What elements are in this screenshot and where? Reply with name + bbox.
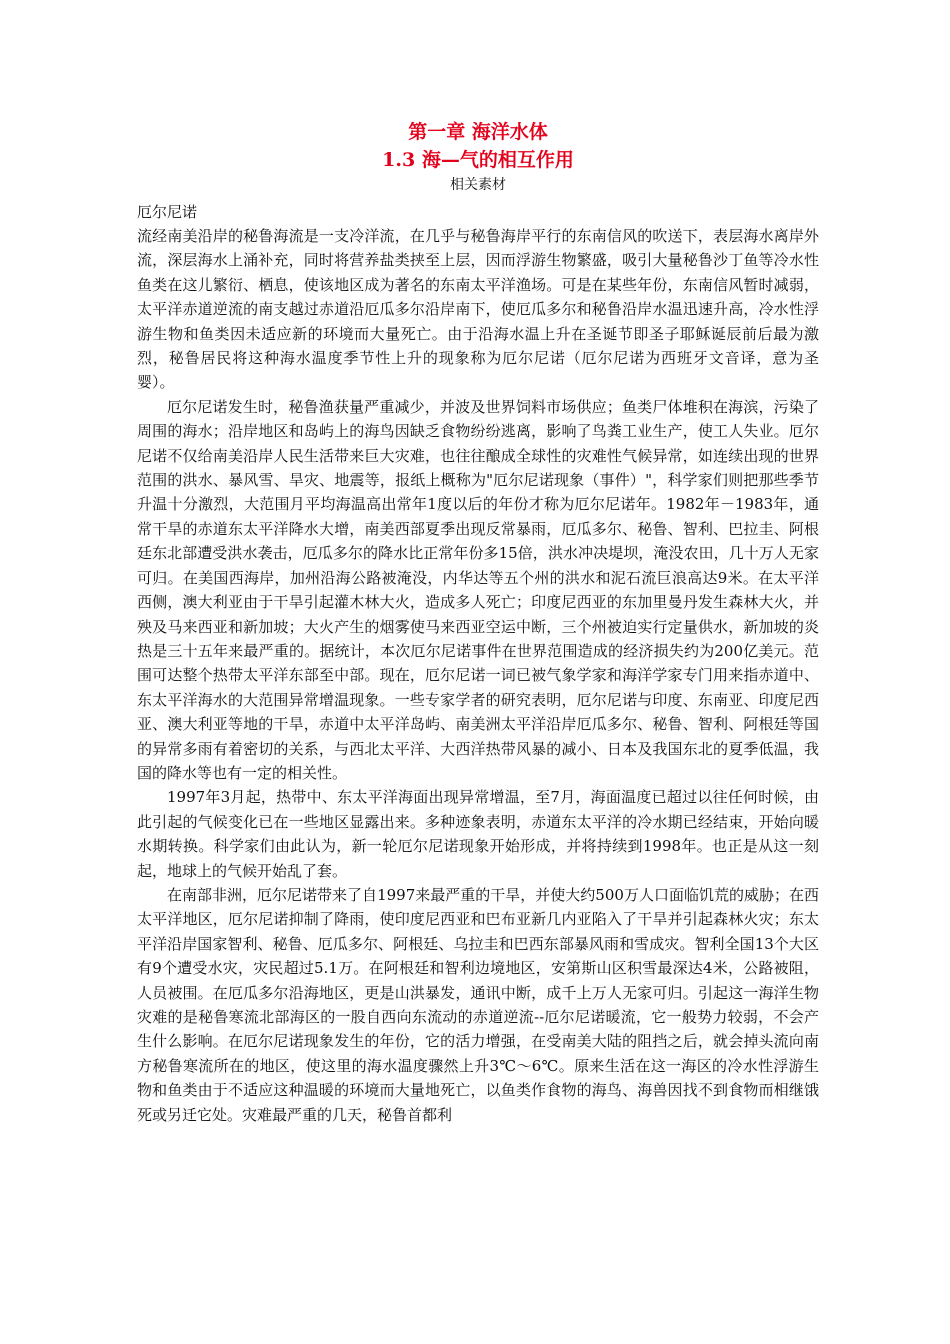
paragraph-4: 在南部非洲，厄尔尼诺带来了自1997来最严重的干旱，并使大约500万人口面临饥荒的威胁；在西太平洋地区，厄尔尼诺抑制了降雨，使印度尼西亚和巴布亚新几内亚陷入了干旱并引起森林火灾；东太平洋沿岸国家智利、秘鲁、厄瓜多尔、阿根廷、乌拉圭和巴西东部暴风雨和雪成灾。智利全国13个大区有9个遭受水灾，灾民超过5.1万。在阿根廷和智利边境地区，安第斯山区积雪最深达4米，公路被阻，人员被围。在厄瓜多尔沿海地区，更是山洪暴发，通讯中断，成千上万人无家可归。引起这一海洋生物灾难的是秘鲁寒流北部海区的一股自西向东流动的赤道逆流--厄尔尼诺暖流，它一般势力较弱，不会产生什么影响。在厄尔尼诺现象发生的年份，它的活力增强，在受南美大陆的阻挡之后，就会掉头流向南方秘鲁寒流所在的地区，使这里的海水温度骤然上升3℃～6℃。原来生活在这一海区的冷水性浮游生物和鱼类由于不适应这种温暖的环境而大量地死亡，以鱼类作食物的海鸟、海兽因找不到食物而相继饿死或另迁它处。灾难最严重的几天，秘鲁首都利: [137, 885, 819, 1124]
topic-heading: 厄尔尼诺: [137, 203, 198, 221]
paragraph-3: 1997年3月起，热带中、东太平洋海面出现异常增温，至7月，海面温度已超过以往任何时候，由此引起的气候变化已在一些地区显露出来。多种迹象表明，赤道东太平洋的冷水期已经结束，开始向暖水期转换。科学家们由此认为，新一轮厄尔尼诺现象开始形成，并将持续到1998年。也正是从这一刻起，地球上的气候开始乱了套。: [137, 788, 819, 880]
chapter-title: 第一章 海洋水体: [408, 121, 548, 143]
paragraph-2: 厄尔尼诺发生时，秘鲁渔获量严重减少，并波及世界饲料市场供应；鱼类尸体堆积在海滨，污染了周围的海水；沿岸地区和岛屿上的海鸟因缺乏食物纷纷逃离，影响了鸟粪工业生产，使工人失业。厄尔尼诺不仅给南美沿岸人民生活带来巨大灾难，也往往酿成全球性的灾难性气候异常，如连续出现的世界范围的洪水、暴风雪、旱灾、地震等，报纸上概称为"厄尔尼诺现象（事件）"，科学家们则把那些季节升温十分激烈，大范围月平均海温高出常年1度以后的年份才称为厄尔尼诺年。1982年－1983年，通常干旱的赤道东太平洋降水大增，南美西部夏季出现反常暴雨，厄瓜多尔、秘鲁、智利、巴拉圭、阿根廷东北部遭受洪水袭击，厄瓜多尔的降水比正常年份多15倍，洪水冲决堤坝，淹没农田，几十万人无家可归。在美国西海岸，加州沿海公路被淹没，内华达等五个州的洪水和泥石流巨浪高达9米。在太平洋西侧，澳大利亚由于干旱引起灌木林大火，造成多人死亡；印度尼西亚的东加里曼丹发生森林大火，并殃及马来西亚和新加坡；大火产生的烟雾使马来西亚空运中断，三个州被迫实行定量供水，新加坡的炎热是三十五年来最严重的。据统计，本次厄尔尼诺事件在世界范围造成的经济损失约为200亿美元。范围可达整个热带太平洋东部至中部。现在，厄尔尼诺一词已被气象学家和海洋学家专门用来指赤道中、东太平洋海水的大范围异常增温现象。一些专家学者的研究表明，厄尔尼诺与印度、东南亚、印度尼西亚、澳大利亚等地的干旱，赤道中太平洋岛屿、南美洲太平洋沿岸厄瓜多尔、秘鲁、智利、阿根廷等国的异常多雨有着密切的关系，与西北太平洋、大西洋热带风暴的减小、日本及我国东北的夏季低温，我国的降水等也有一定的相关性。: [137, 397, 819, 782]
paragraph-1: 流经南美沿岸的秘鲁海流是一支冷洋流，在几乎与秘鲁海岸平行的东南信风的吹送下，表层海水离岸外流，深层海水上涌补充，同时将营养盐类挟至上层，因而浮游生物繁盛，吸引大量秘鲁沙丁鱼等冷水性鱼类在这儿繁衍、栖息，使该地区成为著名的东南太平洋渔场。可是在某些年份，东南信风暂时减弱，太平洋赤道逆流的南支越过赤道沿厄瓜多尔沿岸南下，使厄瓜多尔和秘鲁沿岸水温迅速升高，冷水性浮游生物和鱼类因未适应新的环境而大量死亡。由于沿海水温上升在圣诞节即圣子耶稣诞辰前后最为激烈，秘鲁居民将这种海水温度季节性上升的现象称为厄尔尼诺（厄尔尼诺为西班牙文音译，意为圣婴）。: [137, 227, 819, 392]
section-title: 1.3 海—气的相互作用: [382, 149, 574, 171]
document-page: [137, 118, 819, 1127]
subtitle: 相关素材: [450, 177, 506, 193]
